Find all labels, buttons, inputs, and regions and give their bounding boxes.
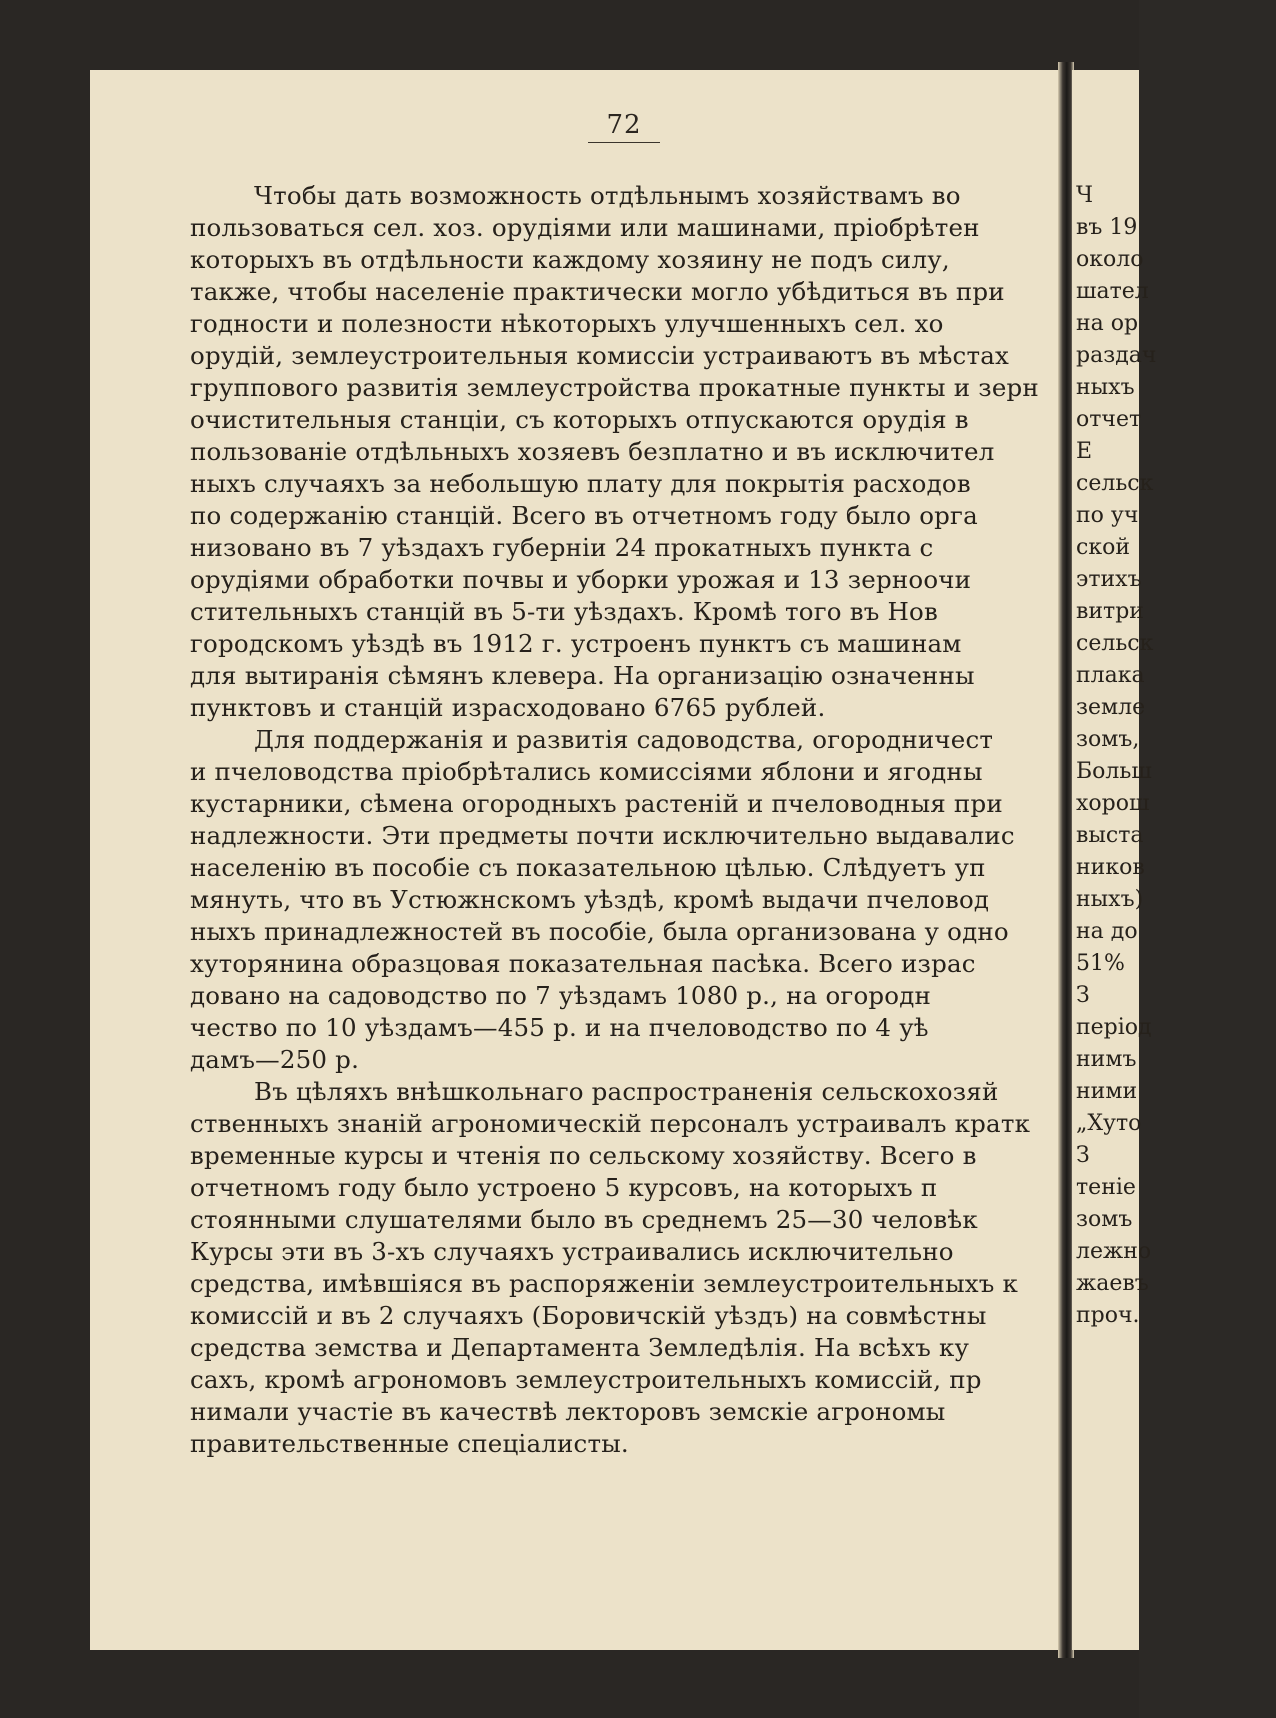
text-line: дамъ—250 р. [190,1045,360,1074]
facing-text-line: около [1076,247,1144,272]
facing-text-line: на до [1076,919,1138,944]
facing-text-line: плака [1076,663,1145,688]
text-line: орудій, землеустроительныя комиссіи устраиваютъ въ мѣстах [190,341,1010,370]
text-line: Курсы эти въ 3-хъ случаяхъ устраивались исключительно [190,1237,954,1266]
text-line: довано на садоводство по 7 уѣздамъ 1080 р., на огородн [190,981,932,1010]
text-line: и пчеловодства пріобрѣтались комиссіями яблони и ягодны [190,757,983,786]
text-line: ныхъ случаяхъ за небольшую плату для покрытія расходов [190,469,971,498]
facing-text-line: по уч [1076,503,1139,528]
text-line: надлежности. Эти предметы почти исключительно выдавалис [190,821,1015,850]
facing-text-line: лежно [1076,1239,1152,1264]
facing-text-line: хорош [1076,791,1150,816]
facing-text-line: жаевъ [1076,1271,1149,1296]
facing-text-line: 51% [1076,951,1125,976]
text-line: низовано въ 7 уѣздахъ губерніи 24 прокатныхъ пункта с [190,533,934,562]
text-line: сахъ, кромѣ агрономовъ землеустроительныхъ комиссій, пр [190,1365,982,1394]
text-line: комиссій и въ 2 случаяхъ (Боровичскій уѣздъ) на совмѣстны [190,1301,987,1330]
text-line: Чтобы дать возможность отдѣльнымъ хозяйствамъ во [254,181,961,210]
facing-text-line: отчет [1076,407,1142,432]
book-page-left [90,70,1060,1650]
facing-text-line: зомъ [1076,1207,1133,1232]
paragraph [190,1076,1190,1460]
text-line: для вытиранія сѣмянъ клевера. На организацію означенны [190,661,975,690]
text-line: ныхъ принадлежностей въ пособіе, была организована у одно [190,917,1009,946]
text-line: Для поддержанія и развитія садоводства, огородничест [254,725,994,754]
facing-text-line: витри [1076,599,1144,624]
facing-text-line: сельск [1076,471,1154,496]
facing-text-line: Е [1076,439,1093,464]
facing-text-line: зомъ, [1076,727,1140,752]
facing-text-line: нимъ [1076,1047,1137,1072]
text-line: годности и полезности нѣкоторыхъ улучшенныхъ сел. хо [190,309,944,338]
facing-text-line: въ 19 [1076,215,1138,240]
text-line: группового развитія землеустройства прокатные пункты и зерн [190,373,1039,402]
page-number: 72 [90,110,1060,143]
facing-text-line: шател [1076,279,1149,304]
book-page-right [1072,70,1157,1650]
facing-text-line: Больш [1076,759,1152,784]
text-line: временные курсы и чтенія по сельскому хозяйству. Всего в [190,1141,977,1170]
facing-text-line: період [1076,1015,1152,1040]
text-line: пунктовъ и станцій израсходовано 6765 рублей. [190,693,826,722]
facing-page-text [1076,180,1276,1332]
facing-text-line: проч. [1076,1303,1140,1328]
facing-text-line: ской [1076,535,1130,560]
paragraph [190,180,1190,724]
facing-text-line: этихъ [1076,567,1142,592]
facing-text-line: ныхъ [1076,375,1135,400]
facing-text-line: „Хуто [1076,1111,1142,1136]
text-line: кустарники, сѣмена огородныхъ растеній и пчеловодныя при [190,789,1003,818]
facing-text-line: теніе [1076,1175,1136,1200]
paragraph [190,724,1190,1076]
text-line: отчетномъ году было устроено 5 курсовъ, на которыхъ п [190,1173,938,1202]
text-line: очистительныя станціи, съ которыхъ отпускаются орудія в [190,405,969,434]
text-line: городскомъ уѣздѣ въ 1912 г. устроенъ пунктъ съ машинам [190,629,962,658]
text-line: нимали участіе въ качествѣ лекторовъ земскіе агрономы [190,1397,946,1426]
page-text [190,180,1190,1460]
text-line: чество по 10 уѣздамъ—455 р. и на пчеловодство по 4 уѣ [190,1013,929,1042]
text-line: хуторянина образцовая показательная пасѣка. Всего израс [190,949,976,978]
text-line: пользованіе отдѣльныхъ хозяевъ безплатно и въ исключител [190,437,995,466]
text-line: стительныхъ станцій въ 5-ти уѣздахъ. Кромѣ того въ Нов [190,597,939,626]
facing-text-line: сельск [1076,631,1154,656]
text-line: орудіями обработки почвы и уборки урожая и 13 зерноочи [190,565,972,594]
facing-text-line: З [1076,1143,1090,1168]
text-line: Въ цѣляхъ внѣшкольнаго распространенія сельскохозяй [254,1077,999,1106]
facing-text-line: ними [1076,1079,1138,1104]
text-line: средства земства и Департамента Земледѣлія. На всѣхъ ку [190,1333,970,1362]
facing-text-line: раздач [1076,343,1157,368]
text-line: правительственные спеціалисты. [190,1429,629,1458]
text-line: пользоваться сел. хоз. орудіями или машинами, пріобрѣтен [190,213,980,242]
facing-text-line: Ч [1076,183,1094,208]
facing-text-line: ников [1076,855,1145,880]
text-line: мянуть, что въ Устюжнскомъ уѣздѣ, кромѣ выдачи пчеловод [190,885,990,914]
text-line: стоянными слушателями было въ среднемъ 25—30 человѣк [190,1205,978,1234]
text-line: средства, имѣвшіяся въ распоряженіи землеустроительныхъ к [190,1269,1019,1298]
text-line: населенію въ пособіе съ показательною цѣлью. Слѣдуетъ уп [190,853,986,882]
facing-text-line: ныхъ) [1076,887,1144,912]
text-line: ственныхъ знаній агрономическій персоналъ устраивалъ кратк [190,1109,1031,1138]
text-line: по содержанію станцій. Всего въ отчетномъ году было орга [190,501,978,530]
facing-text-line: З [1076,983,1090,1008]
facing-text-line: выста [1076,823,1144,848]
text-line: также, чтобы населеніе практически могло убѣдиться въ при [190,277,1005,306]
facing-text-line: на ор [1076,311,1139,336]
facing-text-line: земле [1076,695,1146,720]
text-line: которыхъ въ отдѣльности каждому хозяину не подъ силу, [190,245,950,274]
